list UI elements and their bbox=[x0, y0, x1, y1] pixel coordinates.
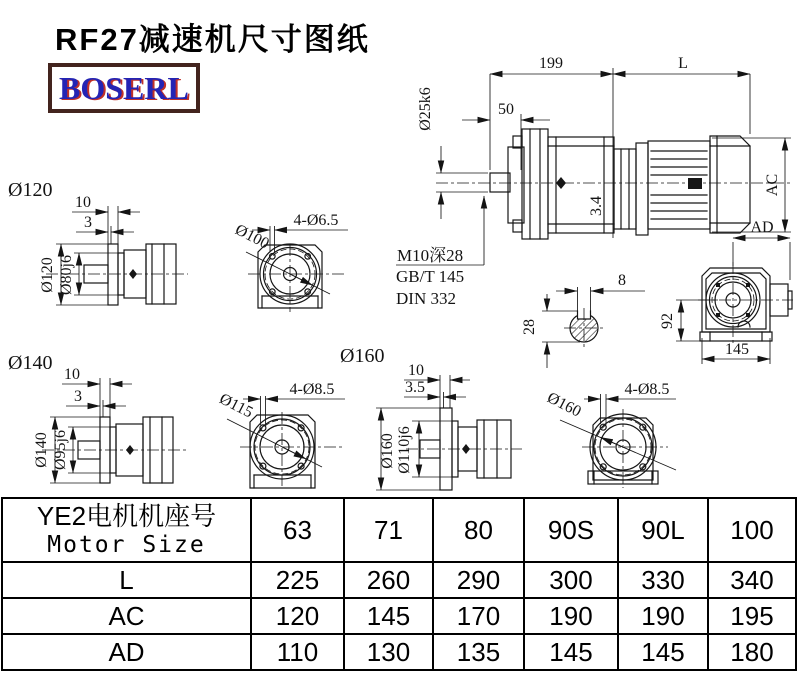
flange-140-front-view bbox=[217, 381, 345, 488]
dim-160-bc: Ø160 bbox=[544, 389, 584, 421]
dim-120-3: 3 bbox=[84, 214, 92, 231]
cell-AD-90S: 145 bbox=[524, 634, 618, 670]
table-header-row bbox=[2, 498, 796, 562]
cell-L-100: 340 bbox=[708, 562, 796, 598]
dim-120-bc: Ø100 bbox=[232, 221, 272, 253]
dim-50: 50 bbox=[498, 101, 514, 118]
gear-ratio-mark: 3.4 bbox=[588, 196, 605, 216]
dim-key-width: 8 bbox=[618, 272, 626, 289]
dim-120-10: 10 bbox=[75, 194, 91, 211]
flange-120-side-view bbox=[8, 179, 188, 305]
col-80: 80 bbox=[433, 498, 524, 562]
key-section-view bbox=[521, 272, 645, 368]
boserl-logo: BOSERL bbox=[48, 63, 200, 113]
dim-key-height: 28 bbox=[521, 319, 538, 335]
cell-AD-71: 130 bbox=[344, 634, 433, 670]
cell-AC-63: 120 bbox=[251, 598, 344, 634]
thread-note-line2: GB/T 145 bbox=[396, 267, 465, 286]
dim-AD: AD bbox=[750, 219, 774, 236]
flange-160-front-view bbox=[544, 381, 676, 488]
dim-160-od: Ø160 bbox=[379, 433, 396, 469]
dim-120-spigot: Ø80j6 bbox=[58, 255, 75, 295]
label-120: Ø120 bbox=[8, 179, 53, 201]
dim-160-10: 10 bbox=[408, 362, 424, 379]
cell-L-80: 290 bbox=[433, 562, 524, 598]
dim-160-35: 3.5 bbox=[405, 379, 425, 396]
thread-note bbox=[396, 246, 464, 308]
cell-AC-90L: 190 bbox=[618, 598, 708, 634]
dim-AC: AC bbox=[764, 173, 781, 197]
table-row-L bbox=[2, 562, 796, 598]
col-90L: 90L bbox=[618, 498, 708, 562]
cell-AD-90L: 145 bbox=[618, 634, 708, 670]
dim-140-od: Ø140 bbox=[33, 432, 50, 468]
cell-AD-100: 180 bbox=[708, 634, 796, 670]
thread-note-line3: DIN 332 bbox=[396, 289, 456, 308]
table-row-AC bbox=[2, 598, 796, 634]
cell-AD-80: 135 bbox=[433, 634, 524, 670]
dim-L: L bbox=[678, 55, 688, 72]
flange-120-front-view bbox=[232, 212, 348, 312]
cell-AC-100: 195 bbox=[708, 598, 796, 634]
dim-140-spigot: Ø95j6 bbox=[52, 430, 69, 470]
dim-145: 145 bbox=[725, 341, 749, 358]
dim-shaft-dia: Ø25k6 bbox=[417, 87, 434, 131]
cell-L-71: 260 bbox=[344, 562, 433, 598]
dim-140-3: 3 bbox=[74, 388, 82, 405]
flange-160-side-view bbox=[340, 345, 522, 490]
cell-L-90L: 330 bbox=[618, 562, 708, 598]
dim-120-holes: 4-Ø6.5 bbox=[293, 212, 339, 229]
cell-L-63: 225 bbox=[251, 562, 344, 598]
motor-size-table bbox=[1, 497, 797, 671]
header-motor-size-cn: YE2电机机座号 bbox=[36, 501, 217, 531]
dim-140-bc: Ø115 bbox=[216, 390, 256, 422]
col-90S: 90S bbox=[524, 498, 618, 562]
cell-AC-80: 170 bbox=[433, 598, 524, 634]
table-row-AD bbox=[2, 634, 796, 670]
col-63: 63 bbox=[251, 498, 344, 562]
dim-120-od: Ø120 bbox=[39, 257, 56, 293]
label-140: Ø140 bbox=[8, 352, 53, 374]
row-label-AC: AC bbox=[2, 598, 251, 634]
cell-L-90S: 300 bbox=[524, 562, 618, 598]
page-title: RF27减速机尺寸图纸 bbox=[55, 22, 370, 57]
dim-140-holes: 4-Ø8.5 bbox=[289, 381, 335, 398]
dim-160-spigot: Ø110j6 bbox=[396, 426, 413, 474]
label-160: Ø160 bbox=[340, 345, 385, 367]
row-label-AD: AD bbox=[2, 634, 251, 670]
cell-AD-63: 110 bbox=[251, 634, 344, 670]
rear-view bbox=[659, 262, 793, 364]
header-motor-size-en: Motor Size bbox=[47, 532, 206, 558]
col-100: 100 bbox=[708, 498, 796, 562]
header-motor-size bbox=[2, 498, 251, 562]
dim-160-holes: 4-Ø8.5 bbox=[624, 381, 670, 398]
dim-140-10: 10 bbox=[64, 366, 80, 383]
cell-AC-71: 145 bbox=[344, 598, 433, 634]
row-label-L: L bbox=[2, 562, 251, 598]
dim-92: 92 bbox=[659, 313, 676, 329]
flange-140-side-view bbox=[8, 352, 186, 483]
cell-AC-90S: 190 bbox=[524, 598, 618, 634]
thread-note-line1: M10深28 bbox=[397, 246, 464, 265]
col-71: 71 bbox=[344, 498, 433, 562]
dim-199: 199 bbox=[539, 55, 563, 72]
